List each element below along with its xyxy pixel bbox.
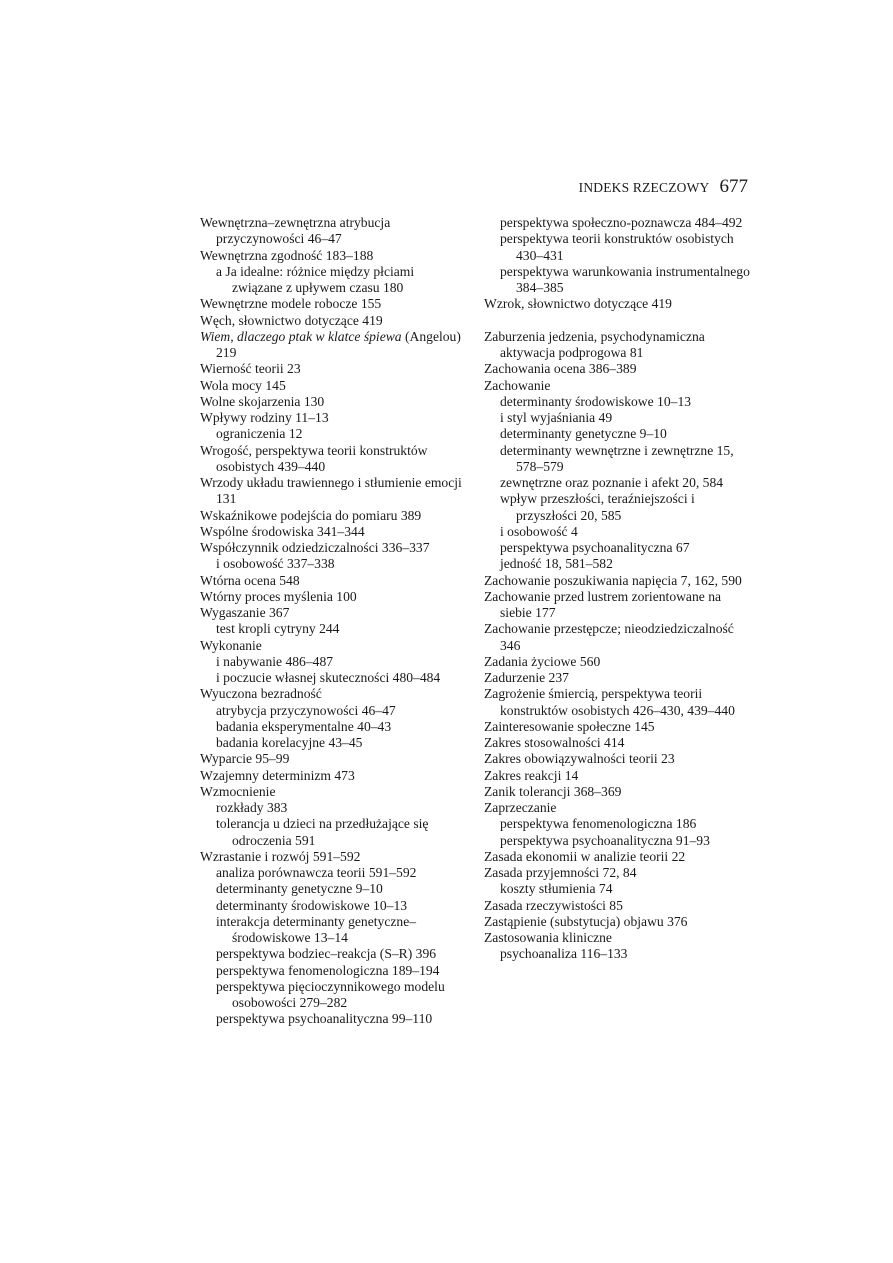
entry-text: Zachowanie przestępcze; nieodziedziczalność 346 [484, 621, 734, 653]
entry-text: Węch, słownictwo dotyczące 419 [200, 312, 383, 328]
index-entry [200, 751, 468, 767]
index-entry [200, 410, 468, 426]
index-entry [200, 248, 468, 264]
entry-text: Zakres obowiązywalności teorii 23 [484, 751, 675, 767]
book-title: Wiem, dlaczego ptak w klatce śpiewa [200, 328, 402, 344]
entry-text: Wskaźnikowe podejścia do pomiaru 389 [200, 507, 422, 523]
index-subentry [200, 426, 468, 442]
entry-text: determinanty genetyczne 9–10 [216, 881, 383, 897]
entry-text: Wtórny proces myślenia 100 [200, 588, 357, 604]
entry-text: perspektywa psychoanalityczna 99–110 [216, 1011, 433, 1027]
entry-text: Zakres reakcji 14 [484, 767, 579, 783]
entry-text: perspektywa teorii konstruktów osobistych 430–431 [500, 231, 734, 263]
entry-text: i osobowość 337–338 [216, 556, 335, 572]
entry-text: zewnętrzne oraz poznanie i afekt 20, 584 [500, 475, 724, 490]
entry-text: psychoanaliza 116–133 [500, 946, 628, 962]
entry-text: Wrogość, perspektywa teorii konstruktów osobistych 439–440 [200, 442, 428, 474]
entry-text: Zainteresowanie społeczne 145 [484, 718, 655, 734]
index-subentry [200, 979, 468, 1012]
entry-text: Zasada rzeczywistości 85 [484, 897, 623, 913]
entry-text: perspektywa bodziec–reakcja (S–R) 396 [216, 946, 437, 962]
index-subentry [200, 264, 468, 297]
index-subentry [484, 394, 752, 410]
entry-text: perspektywa warunkowania instrumentalnego 384–385 [500, 263, 750, 295]
index-entry [484, 800, 752, 816]
index-subentry [484, 556, 752, 572]
index-entry [484, 914, 752, 930]
entry-text: Zachowania ocena 386–389 [484, 361, 637, 377]
index-entry [200, 784, 468, 800]
index-entry [200, 443, 468, 476]
entry-text: Zakres stosowalności 414 [484, 735, 625, 750]
entry-text: badania korelacyjne 43–45 [216, 735, 363, 750]
entry-text: Zachowanie [484, 377, 551, 393]
index-entry [484, 686, 752, 719]
entry-text: analiza porównawcza teorii 591–592 [216, 865, 417, 880]
index-entry [484, 378, 752, 394]
entry-text: perspektywa fenomenologiczna 189–194 [216, 962, 440, 978]
entry-text: ograniczenia 12 [216, 426, 303, 442]
index-subentry [200, 1011, 468, 1027]
entry-text: Wzajemny determinizm 473 [200, 767, 355, 783]
entry-text: Wzrok, słownictwo dotyczące 419 [484, 296, 672, 312]
entry-text: Zachowanie przed lustrem zorientowane na siebie 177 [484, 588, 722, 620]
entry-text: wpływ przeszłości, teraźniejszości i przyszłości 20, 585 [500, 491, 695, 523]
index-entry [200, 849, 468, 865]
entry-text: perspektywa fenomenologiczna 186 [500, 816, 697, 832]
entry-text: Zastąpienie (substytucja) objawu 376 [484, 913, 688, 929]
index-entry [200, 573, 468, 589]
entry-text: determinanty genetyczne 9–10 [500, 426, 667, 442]
index-column-left [200, 215, 468, 1028]
index-subentry [200, 914, 468, 947]
index-entry [200, 215, 468, 248]
entry-text: i poczucie własnej skuteczności 480–484 [216, 670, 441, 685]
entry-text: i styl wyjaśniania 49 [500, 410, 613, 425]
entry-text: tolerancja u dzieci na przedłużające się odroczenia 591 [216, 816, 429, 848]
index-subentry [200, 621, 468, 637]
index-subentry [484, 540, 752, 556]
index-subentry [200, 703, 468, 719]
entry-text: Wrzody układu trawiennego i stłumienie emocji 131 [200, 475, 462, 507]
entry-text: Zachowanie poszukiwania napięcia 7, 162, 590 [484, 572, 742, 588]
index-subentry [200, 670, 468, 686]
entry-text: i osobowość 4 [500, 523, 578, 539]
entry-text: interakcja determinanty genetyczne–środowiskowe 13–14 [216, 913, 417, 945]
index-entry [484, 735, 752, 751]
index-entry [200, 768, 468, 784]
index-subentry [484, 833, 752, 849]
index-entry [200, 638, 468, 654]
index-subentry [200, 556, 468, 572]
index-subentry [200, 898, 468, 914]
entry-text: jedność 18, 581–582 [500, 556, 613, 572]
entry-text: Wykonanie [200, 637, 262, 653]
index-entry [484, 361, 752, 377]
section-gap [484, 313, 752, 329]
index-subentry [200, 719, 468, 735]
entry-text: Wierność teorii 23 [200, 361, 301, 377]
entry-text: determinanty środowiskowe 10–13 [216, 897, 408, 913]
index-entry [484, 768, 752, 784]
index-entry [484, 751, 752, 767]
entry-text: perspektywa pięcioczynnikowego modelu osobowości 279–282 [216, 978, 445, 1010]
entry-text: Współczynnik odziedziczalności 336–337 [200, 540, 430, 555]
entry-text: koszty stłumienia 74 [500, 881, 613, 897]
index-entry [484, 784, 752, 800]
running-head [579, 176, 748, 198]
entry-text: (Angelou) 219 [216, 328, 461, 360]
index-subentry [484, 881, 752, 897]
entry-text: badania eksperymentalne 40–43 [216, 718, 392, 734]
index-subentry [200, 654, 468, 670]
entry-text: Wewnętrzne modele robocze 155 [200, 296, 382, 312]
entry-text: Zasada przyjemności 72, 84 [484, 865, 637, 880]
index-subentry [200, 946, 468, 962]
entry-text: Wpływy rodziny 11–13 [200, 410, 329, 425]
entry-text: Wewnętrzna zgodność 183–188 [200, 247, 374, 263]
index-entry [484, 719, 752, 735]
index-subentry [484, 475, 752, 491]
entry-text: determinanty wewnętrzne i zewnętrzne 15, 578–579 [500, 442, 734, 474]
index-entry [484, 898, 752, 914]
entry-text: Wspólne środowiska 341–344 [200, 523, 365, 539]
entry-text: Wola mocy 145 [200, 377, 286, 393]
index-subentry [200, 816, 468, 849]
index-entry [484, 865, 752, 881]
index-subentry [484, 410, 752, 426]
index-subentry [484, 426, 752, 442]
index-column-right [484, 215, 752, 963]
entry-text: i nabywanie 486–487 [216, 653, 334, 669]
index-entry [200, 475, 468, 508]
running-title: INDEKS RZECZOWY [578, 180, 710, 195]
index-entry [200, 540, 468, 556]
index-entry [200, 605, 468, 621]
index-entry [200, 329, 468, 362]
index-subentry [200, 735, 468, 751]
entry-text: perspektywa psychoanalityczna 91–93 [500, 832, 710, 848]
entry-text: Zastosowania kliniczne [484, 930, 612, 945]
index-entry [200, 524, 468, 540]
index-entry [200, 313, 468, 329]
index-entry [200, 378, 468, 394]
index-subentry [484, 491, 752, 524]
entry-text: Wzmocnienie [200, 783, 276, 799]
entry-text: Wolne skojarzenia 130 [200, 393, 325, 409]
index-entry [484, 329, 752, 362]
index-entry [484, 849, 752, 865]
entry-text: Zasada ekonomii w analizie teorii 22 [484, 848, 686, 864]
index-subentry [200, 865, 468, 881]
entry-text: Wtórna ocena 548 [200, 572, 300, 588]
index-subentry [484, 443, 752, 476]
page-number: 677 [719, 176, 748, 197]
index-entry [200, 361, 468, 377]
entry-text: test kropli cytryny 244 [216, 621, 340, 637]
index-entry [484, 670, 752, 686]
index-entry [200, 508, 468, 524]
index-subentry [484, 946, 752, 962]
entry-text: Zadurzenie 237 [484, 670, 569, 685]
entry-text: Wyparcie 95–99 [200, 751, 290, 767]
entry-text: Zanik tolerancji 368–369 [484, 783, 622, 799]
entry-text: Zaburzenia jedzenia, psychodynamiczna aktywacja podprogowa 81 [484, 328, 705, 360]
entry-text: Wzrastanie i rozwój 591–592 [200, 848, 361, 864]
index-subentry [200, 800, 468, 816]
entry-text: determinanty środowiskowe 10–13 [500, 393, 692, 409]
index-entry [484, 296, 752, 312]
entry-text: atrybycja przyczynowości 46–47 [216, 702, 396, 718]
index-entry [484, 930, 752, 946]
entry-text: Zaprzeczanie [484, 800, 557, 815]
index-subentry [484, 816, 752, 832]
entry-text: a Ja idealne: różnice między płciami związane z upływem czasu 180 [216, 263, 415, 295]
index-subentry [484, 231, 752, 264]
entry-text: Wyuczona bezradność [200, 686, 322, 702]
index-subentry [484, 524, 752, 540]
index-entry [484, 621, 752, 654]
index-entry [484, 589, 752, 622]
entry-text: Zagrożenie śmiercią, perspektywa teorii konstruktów osobistych 426–430, 439–440 [484, 686, 735, 718]
index-entry [484, 654, 752, 670]
entry-text: Zadania życiowe 560 [484, 653, 601, 669]
entry-text: perspektywa psychoanalityczna 67 [500, 540, 690, 555]
entry-text: Wygaszanie 367 [200, 605, 290, 620]
index-subentry [200, 963, 468, 979]
entry-text: Wewnętrzna–zewnętrzna atrybucja przyczynowości 46–47 [200, 215, 391, 247]
index-entry [200, 686, 468, 702]
index-entry [200, 394, 468, 410]
index-entry [484, 573, 752, 589]
index-entry [200, 589, 468, 605]
entry-text: perspektywa społeczno-poznawcza 484–492 [500, 215, 743, 230]
index-subentry [200, 881, 468, 897]
index-subentry [484, 264, 752, 297]
index-entry [200, 296, 468, 312]
index-subentry [484, 215, 752, 231]
entry-text: rozkłady 383 [216, 800, 288, 815]
